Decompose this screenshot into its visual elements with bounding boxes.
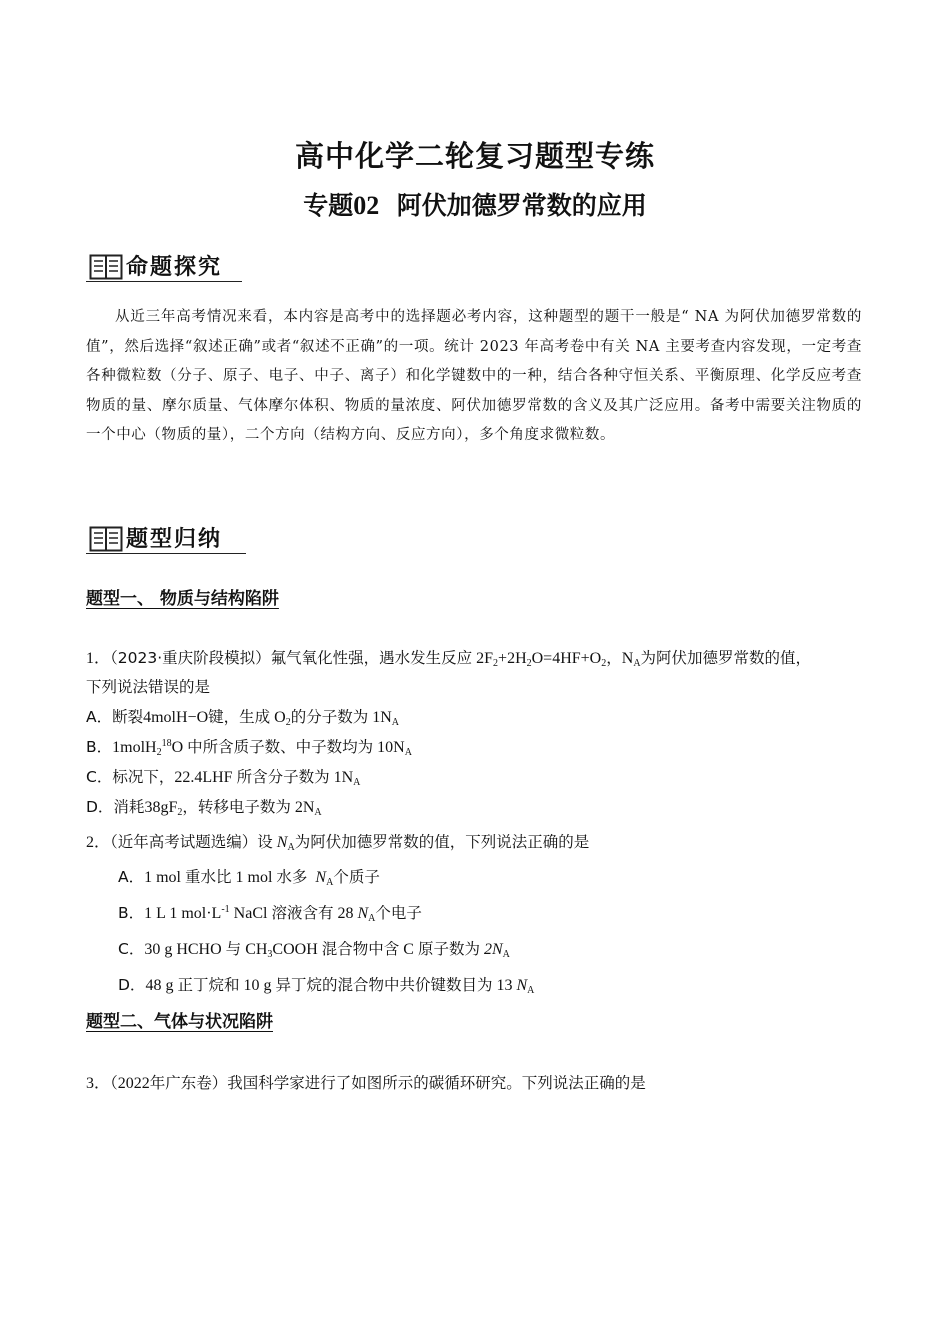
question-1-stem-line2: 下列说法错误的是 — [86, 678, 211, 696]
intro-paragraph: 从近三年高考情况来看，本内容是高考中的选择题必考内容，这种题型的题干一般是“ NA 为阿伏加德罗常数的值”，然后选择“叙述正确”或者“叙述不正确”的一项。统计 2023 年高考卷中有关 NA 主要考查内容发现，一定考查各种微粒数（分子、原子、电子、中子、离子）和化学键数中的一种，结合各种守恒关系、平衡原理、化学反应考查物质的量、摩尔质量、气体摩尔体积、物质的量浓度、阿伏加德罗常数的含义及其广泛应用。备考中需要关注物质的一个中心（物质的量），二个方向（结构方向、反应方向），多个角度求微粒数。 — [86, 309, 862, 443]
type-two-heading: 题型二、气体与状况陷阱 — [86, 1012, 273, 1032]
question-1-option-c: C．标况下，22.4LHF 所含分子数为 $1N_A$ — [86, 768, 361, 788]
section-summary-label: 题型归纳 — [126, 527, 223, 552]
question-3-stem: 3．（2022年广东卷）我国科学家进行了如图所示的碳循环研究。下列说法正确的是 — [86, 1074, 646, 1092]
question-1-option-b: B．1molH$_2^{18}$O 中所含质子数、中子数均为 $10N_A$ — [86, 738, 412, 758]
book-icon — [89, 254, 123, 280]
question-1-stem: 1．（2023·重庆阶段模拟）氟气氧化性强，遇水发生反应 $2F_2+2H_2O=4HF+O_2$，$N_A$为阿伏加德罗常数的值， — [86, 649, 812, 669]
section-research-label: 命题探究 — [126, 255, 223, 280]
type-one-heading: 题型一、 物质与结构陷阱 — [86, 589, 279, 609]
question-2-option-b: B．1 L 1 $mol\cdot L^{-1}$ NaCl 溶液含有 28 $N_A$个电子 — [118, 904, 422, 924]
subtitle-number: 02 — [353, 191, 380, 220]
page-title: 高中化学二轮复习题型专练 — [294, 139, 655, 173]
question-1-option-d: D．消耗$38gF_2$，转移电子数为 $2N_A$ — [86, 798, 322, 818]
question-2-option-c: C．30 g HCHO 与 $CH_3COOH$ 混合物中含 C 原子数为 $2N_A$ — [118, 940, 510, 960]
question-2-stem: 2．（近年高考试题选编）设 $N_A$为阿伏加德罗常数的值，下列说法正确的是 — [86, 833, 590, 853]
section-underline — [86, 281, 242, 282]
section-underline — [86, 553, 246, 554]
question-2-option-d: D．48 g 正丁烷和 10 g 异丁烷的混合物中共价键数目为 13 $N_A$ — [118, 976, 535, 996]
page-subtitle — [0, 186, 950, 222]
book-icon — [89, 526, 123, 552]
question-1-option-a: A．断裂4molH−O键，生成 $O_2$的分子数为 $1N_A$ — [86, 708, 400, 728]
question-2-option-a: A．1 mol 重水比 1 mol 水多 $N_A$个质子 — [118, 868, 380, 888]
subtitle-text: 阿伏加德罗常数的应用 — [396, 191, 647, 220]
subtitle-prefix: 专题 — [303, 191, 354, 220]
